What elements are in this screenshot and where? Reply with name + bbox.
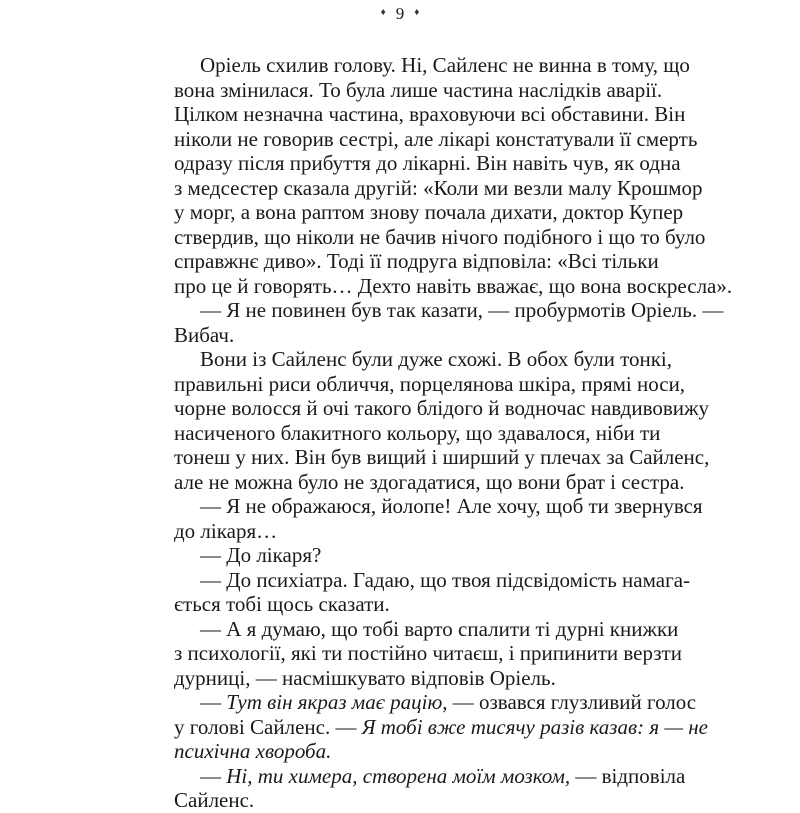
text-line: ніколи не говорив сестрі, але лікарі констатували її смерть — [174, 126, 698, 151]
text-line: Вони із Сайленс були дуже схожі. В обох були тонкі, — [200, 347, 673, 371]
text-line: психічна хвороба. — [174, 739, 332, 763]
text-line: Цілком незначна частина, враховуючи всі обставини. Він — [174, 102, 686, 126]
text-line: але не можна було не здогадатися, що вони брат і сестра. — [174, 469, 685, 494]
diamond-ornament-right-icon: ♦ — [414, 7, 420, 18]
text-line: — А я думаю, що тобі варто спалити ті дурні книжки — [200, 616, 679, 641]
text-line: з медсестер сказала другій: «Коли ми везли малу Крошмор — [174, 175, 703, 200]
text-line: одразу після прибуття до лікарні. Він навіть чув, як одна — [174, 151, 681, 175]
text-line: до лікаря… — [174, 518, 278, 543]
diamond-ornament-left-icon: ♦ — [380, 7, 386, 18]
page-body — [174, 53, 733, 813]
text-line: — До лікаря? — [200, 543, 322, 567]
text-line: дурниці, — насмішкувато відповів Оріель. — [174, 665, 556, 690]
text-line: про це й говорять… Дехто навіть вважає, що вона воскресла». — [174, 273, 733, 298]
text-line: справжнє диво». Тоді її подруга відповіла: «Всі тільки — [174, 249, 659, 273]
text-line: у голові Сайленс. — Я тобі вже тисячу разів казав: я — не — [174, 714, 709, 739]
text-line: тонеш у них. Він був вищий і ширший у плечах за Сайленс, — [174, 445, 710, 469]
text-line: вона змінилася. То була лише частина наслідків аварії. — [174, 77, 663, 102]
text-line: правильні риси обличчя, порцелянова шкіра, прямі носи, — [174, 371, 686, 396]
page-header — [0, 0, 800, 26]
text-line: ється тобі щось сказати. — [174, 592, 390, 616]
text-line: ствердив, що ніколи не бачив нічого подібного і що то було — [174, 224, 706, 249]
text-line: — До психіатра. Гадаю, що твоя підсвідомість намага- — [200, 567, 691, 592]
text-line: — Ні, ти химера, створена моїм мозком, — відповіла — [200, 763, 686, 788]
text-line: з психології, які ти постійно читаєш, і припинити верзти — [174, 641, 682, 665]
text-line: — Я не ображаюся, йолопе! Але хочу, щоб ти звернувся — [200, 494, 703, 518]
text-line: чорне волосся й очі такого блідого й водночас навдивовижу — [174, 396, 710, 420]
text-line: — Я не повинен був так казати, — пробурмотів Оріель. — — [200, 298, 724, 322]
text-line: — Тут він якраз має рацію, — озвався глузливий голос — [200, 690, 697, 714]
page-number: 9 — [395, 3, 405, 23]
text-line: Вибач. — [174, 322, 235, 347]
text-line: у морг, а вона раптом знову почала дихати, доктор Купер — [174, 200, 684, 224]
text-line: Оріель схилив голову. Ні, Сайленс не винна в тому, що — [200, 53, 690, 77]
text-line: насиченого блакитного кольору, що здавалося, ніби ти — [174, 420, 661, 445]
text-line: Сайленс. — [174, 788, 255, 812]
